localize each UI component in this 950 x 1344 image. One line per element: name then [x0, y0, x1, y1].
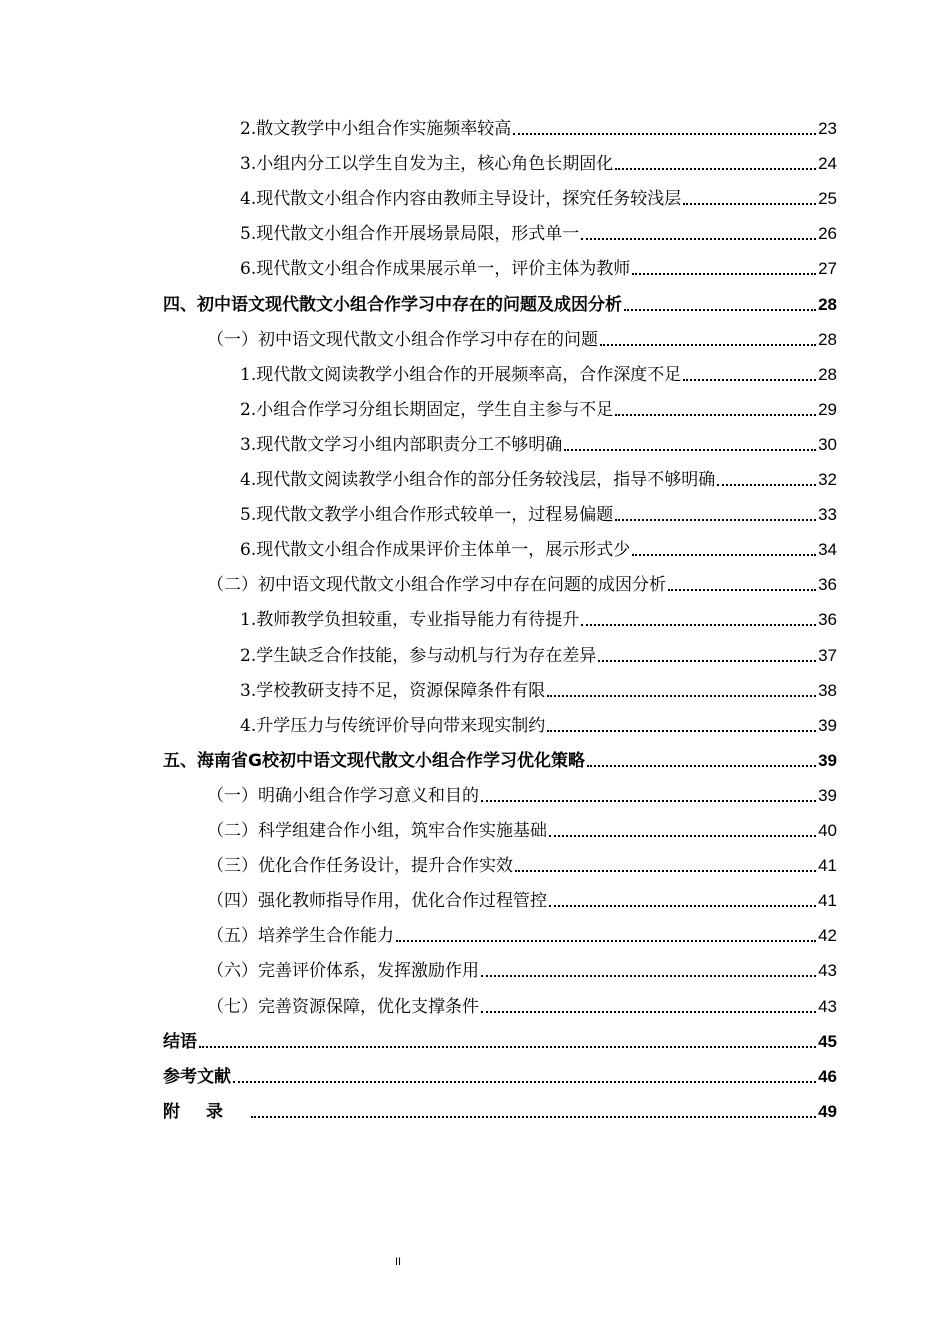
- toc-entry-page: 43: [818, 996, 837, 1016]
- toc-entry-page: 30: [818, 434, 837, 454]
- dot-leader: [615, 519, 816, 521]
- toc-entry-page: 40: [818, 821, 837, 840]
- dot-leader: [587, 765, 816, 767]
- toc-entry[interactable]: [163, 281, 837, 316]
- toc-entry-title: 2.小组合作学习分组长期固定，学生自主参与不足: [240, 399, 614, 420]
- toc-entry-page: 29: [818, 399, 837, 419]
- dot-leader: [717, 484, 816, 486]
- toc-entry-title: （六）完善评价体系，发挥激励作用: [207, 961, 479, 982]
- toc-entry-page: 34: [818, 540, 837, 560]
- dot-leader: [233, 1081, 816, 1083]
- toc-entry[interactable]: [240, 105, 837, 140]
- dot-leader: [564, 449, 816, 451]
- toc-entry-page: 42: [818, 926, 837, 946]
- toc-entry[interactable]: [240, 351, 837, 386]
- toc-entry-page: 39: [818, 785, 837, 805]
- toc-entry[interactable]: [240, 491, 837, 526]
- toc-entry-title: 5.现代散文教学小组合作形式较单一，过程易偏题: [240, 505, 614, 526]
- toc-entry-title: （二）初中语文现代散文小组合作学习中存在问题的成因分析: [207, 575, 666, 596]
- toc-entry-title: （五）培养学生合作能力: [207, 926, 394, 947]
- toc-entry-page: 45: [818, 1031, 837, 1051]
- toc-entry-title: 结语: [163, 1031, 197, 1052]
- toc-entry-title: 5.现代散文小组合作开展场景局限，形式单一: [240, 224, 580, 245]
- toc-entry-page: 33: [818, 505, 837, 525]
- toc-entry-title: 6.现代散文小组合作成果评价主体单一，展示形式少: [240, 540, 631, 561]
- toc-entry-title: 2.学生缺乏合作技能，参与动机与行为存在差异: [240, 645, 597, 666]
- dot-leader: [598, 660, 816, 662]
- toc-entry-page: 23: [818, 119, 837, 138]
- toc-entry-page: 36: [818, 610, 837, 630]
- dot-leader: [581, 624, 816, 626]
- toc-entry-title: 4.现代散文阅读教学小组合作的部分任务较浅层，指导不够明确: [240, 470, 716, 490]
- toc-entry[interactable]: [163, 1018, 837, 1053]
- dot-leader: [547, 730, 816, 732]
- toc-entry[interactable]: [240, 210, 837, 245]
- toc-entry[interactable]: [163, 1053, 837, 1088]
- dot-leader: [513, 133, 816, 135]
- toc-entry[interactable]: [240, 596, 837, 631]
- dot-leader: [683, 379, 816, 381]
- toc-entry-page: 28: [818, 329, 837, 349]
- toc-entry-page: 28: [818, 364, 837, 384]
- dot-leader: [683, 203, 816, 205]
- toc-entry[interactable]: [240, 632, 837, 667]
- toc-entry[interactable]: [163, 737, 837, 772]
- toc-entry-title: 3.学校教研支持不足，资源保障条件有限: [240, 680, 546, 701]
- toc-entry-title: 2.散文教学中小组合作实施频率较高: [240, 119, 512, 139]
- toc-entry-page: 41: [818, 891, 837, 911]
- toc-entry[interactable]: [240, 245, 837, 280]
- dot-leader: [615, 168, 816, 170]
- toc-entry-title: （二）科学组建合作小组，筑牢合作实施基础: [207, 821, 547, 841]
- toc-entry[interactable]: [240, 456, 837, 491]
- toc-entry[interactable]: [207, 842, 837, 877]
- toc-entry[interactable]: [163, 1088, 837, 1123]
- toc-entry[interactable]: [207, 772, 837, 807]
- toc-entry[interactable]: [207, 912, 837, 947]
- toc-entry[interactable]: [240, 702, 837, 737]
- toc-entry-page: 41: [818, 856, 837, 876]
- toc-entry[interactable]: [240, 526, 837, 561]
- toc-entry-title: （四）强化教师指导作用，优化合作过程管控: [207, 891, 547, 912]
- toc-entry[interactable]: [207, 807, 837, 842]
- dot-leader: [547, 695, 816, 697]
- dot-leader: [251, 1116, 816, 1118]
- toc-entry-page: 46: [818, 1066, 837, 1086]
- toc-entry[interactable]: [207, 877, 837, 912]
- toc-entry[interactable]: [207, 561, 837, 596]
- toc-entry[interactable]: [207, 316, 837, 351]
- toc-entry-title: 附录: [163, 1101, 249, 1122]
- toc-entry[interactable]: [240, 175, 837, 210]
- toc-entry-page: 32: [818, 470, 837, 489]
- toc-entry-page: 39: [818, 750, 837, 770]
- dot-leader: [615, 414, 816, 416]
- toc-entry[interactable]: [207, 983, 837, 1018]
- toc-entry-title: 四、初中语文现代散文小组合作学习中存在的问题及成因分析: [163, 294, 622, 315]
- toc-entry-title: （一）初中语文现代散文小组合作学习中存在的问题: [207, 329, 598, 350]
- toc-entry[interactable]: [207, 947, 837, 982]
- toc-entry-page: 39: [818, 715, 837, 735]
- dot-leader: [549, 905, 816, 907]
- toc-entry-title: 3.小组内分工以学生自发为主，核心角色长期固化: [240, 154, 614, 175]
- toc-entry-title: （一）明确小组合作学习意义和目的: [207, 785, 479, 806]
- toc-entry-title: 4.现代散文小组合作内容由教师主导设计，探究任务较浅层: [240, 189, 682, 210]
- toc-entry-page: 25: [818, 189, 837, 209]
- dot-leader: [515, 870, 816, 872]
- dot-leader: [481, 975, 816, 977]
- toc-entry-page: 24: [818, 154, 837, 174]
- dot-leader: [549, 835, 816, 837]
- toc-entry-page: 27: [818, 259, 837, 279]
- toc-entry-page: 28: [818, 294, 837, 314]
- dot-leader: [600, 344, 816, 346]
- toc-entry-page: 26: [818, 224, 837, 244]
- toc-entry-page: 38: [818, 680, 837, 700]
- toc-entry-title: 4.升学压力与传统评价导向带来现实制约: [240, 715, 546, 736]
- toc-entry[interactable]: [240, 386, 837, 421]
- dot-leader: [481, 800, 816, 802]
- dot-leader: [632, 273, 816, 275]
- toc-entry-page: 36: [818, 575, 837, 595]
- page-number: II: [394, 1256, 402, 1268]
- dot-leader: [481, 1011, 816, 1013]
- toc-entry-title: 6.现代散文小组合作成果展示单一，评价主体为教师: [240, 259, 631, 280]
- toc-entry-title: 五、海南省G校初中语文现代散文小组合作学习优化策略: [163, 750, 585, 771]
- toc-entry-title: （三）优化合作任务设计，提升合作实效: [207, 856, 513, 877]
- toc-entry-page: 49: [818, 1101, 837, 1121]
- toc-entry-title: 1.现代散文阅读教学小组合作的开展频率高，合作深度不足: [240, 364, 682, 385]
- dot-leader: [668, 589, 816, 591]
- dot-leader: [199, 1046, 816, 1048]
- toc-entry[interactable]: [240, 667, 837, 702]
- dot-leader: [632, 554, 816, 556]
- dot-leader: [396, 940, 816, 942]
- dot-leader: [624, 309, 816, 311]
- toc-entry-title: 3.现代散文学习小组内部职责分工不够明确: [240, 434, 563, 455]
- toc-entry-title: 参考文献: [163, 1066, 231, 1087]
- toc-entry-title: （七）完善资源保障，优化支撑条件: [207, 996, 479, 1017]
- dot-leader: [581, 238, 816, 240]
- toc-entry-title: 1.教师教学负担较重，专业指导能力有待提升: [240, 610, 580, 631]
- toc-entry-page: 43: [818, 961, 837, 981]
- toc-entry[interactable]: [240, 421, 837, 456]
- toc-entry-page: 37: [818, 645, 837, 665]
- toc-entry[interactable]: [240, 140, 837, 175]
